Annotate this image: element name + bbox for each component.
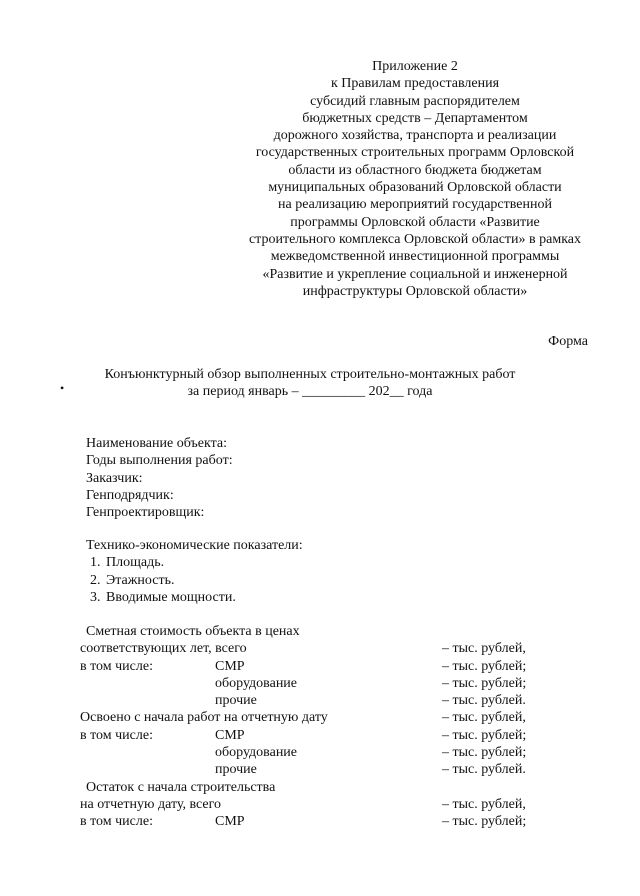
general-designer-label: Генпроектировщик: xyxy=(86,505,205,521)
cost-subitem: прочие xyxy=(215,693,257,709)
appendix-header xyxy=(230,58,600,300)
cost-subitem: прочие xyxy=(215,762,257,778)
cost-row xyxy=(80,623,560,640)
tech-list xyxy=(86,554,303,606)
cost-label: в том числе: xyxy=(80,658,153,674)
cost-row xyxy=(80,658,560,675)
cost-label: соответствующих лет, всего xyxy=(80,641,247,657)
cost-subitem: СМР xyxy=(215,727,245,743)
appendix-line: инфраструктуры Орловской области» xyxy=(302,283,528,299)
cost-unit: – тыс. рублей, xyxy=(442,641,526,657)
cost-unit: – тыс. рублей, xyxy=(442,710,526,726)
appendix-line: муниципальных образований Орловской области xyxy=(268,180,562,196)
cost-row xyxy=(80,796,560,813)
cost-unit: – тыс. рублей; xyxy=(442,727,527,743)
object-info xyxy=(86,435,233,521)
appendix-line: межведомственной инвестиционной программы xyxy=(270,249,560,265)
cost-subitem: оборудование xyxy=(215,675,298,691)
cost-unit: – тыс. рублей. xyxy=(442,693,526,709)
appendix-line: к Правилам предоставления xyxy=(330,76,500,92)
appendix-line: субсидий главным распорядителем xyxy=(310,93,520,109)
appendix-line: программы Орловской области «Развитие xyxy=(290,214,540,230)
form-label: Форма xyxy=(548,334,588,349)
appendix-line: на реализацию мероприятий государственной xyxy=(278,197,552,213)
cost-unit: – тыс. рублей, xyxy=(442,796,526,812)
list-item: 2. Этажность. xyxy=(104,572,303,589)
appendix-line: области из областного бюджета бюджетам xyxy=(288,162,542,178)
tech-indicators xyxy=(86,537,303,606)
cost-unit: – тыс. рублей; xyxy=(442,745,527,761)
cost-row xyxy=(80,779,560,796)
document-title xyxy=(90,366,530,401)
cost-label: на отчетную дату, всего xyxy=(80,796,221,812)
cost-unit: – тыс. рублей; xyxy=(442,675,527,691)
object-name-label: Наименование объекта: xyxy=(86,436,227,451)
cost-row xyxy=(80,675,560,692)
tech-heading: Технико-экономические показатели: xyxy=(86,538,303,553)
cost-row xyxy=(80,709,560,726)
title-line-1: Конъюнктурный обзор выполненных строительно-монтажных работ xyxy=(104,367,516,382)
appendix-line: строительного комплекса Орловской области» в рамках xyxy=(248,231,582,247)
cost-row xyxy=(80,692,560,709)
cost-row xyxy=(80,744,560,761)
appendix-line: дорожного хозяйства, транспорта и реализации xyxy=(273,128,557,144)
cost-label: в том числе: xyxy=(80,727,153,743)
general-contractor-label: Генподрядчик: xyxy=(86,487,174,503)
list-item: 3. Вводимые мощности. xyxy=(104,589,303,606)
cost-label: Остаток с начала строительства xyxy=(86,779,276,795)
cost-table xyxy=(80,623,560,831)
cost-row xyxy=(80,727,560,744)
cost-label: в том числе: xyxy=(80,814,153,830)
cost-unit: – тыс. рублей; xyxy=(442,814,527,830)
cost-unit: – тыс. рублей. xyxy=(442,762,526,778)
appendix-line: государственных строительных программ Орловской xyxy=(255,145,575,161)
cost-label: Освоено с начала работ на отчетную дату xyxy=(80,710,328,726)
list-item: 1. Площадь. xyxy=(104,554,303,571)
cost-subitem: оборудование xyxy=(215,745,298,761)
cost-subitem: СМР xyxy=(215,814,245,830)
appendix-line: «Развитие и укрепление социальной и инженерной xyxy=(262,266,568,282)
cost-row xyxy=(80,640,560,657)
cost-subitem: СМР xyxy=(215,658,245,674)
cost-unit: – тыс. рублей; xyxy=(442,658,527,674)
work-years-label: Годы выполнения работ: xyxy=(86,453,233,469)
cost-row xyxy=(80,761,560,778)
cost-label: Сметная стоимость объекта в ценах xyxy=(86,624,300,639)
appendix-line: Приложение 2 xyxy=(372,59,458,74)
appendix-line: бюджетных средств – Департаментом xyxy=(302,110,528,126)
bullet-mark: • xyxy=(60,381,65,395)
title-line-2: за период январь – _________ 202__ года xyxy=(187,384,433,400)
customer-label: Заказчик: xyxy=(86,470,143,486)
cost-row xyxy=(80,813,560,830)
